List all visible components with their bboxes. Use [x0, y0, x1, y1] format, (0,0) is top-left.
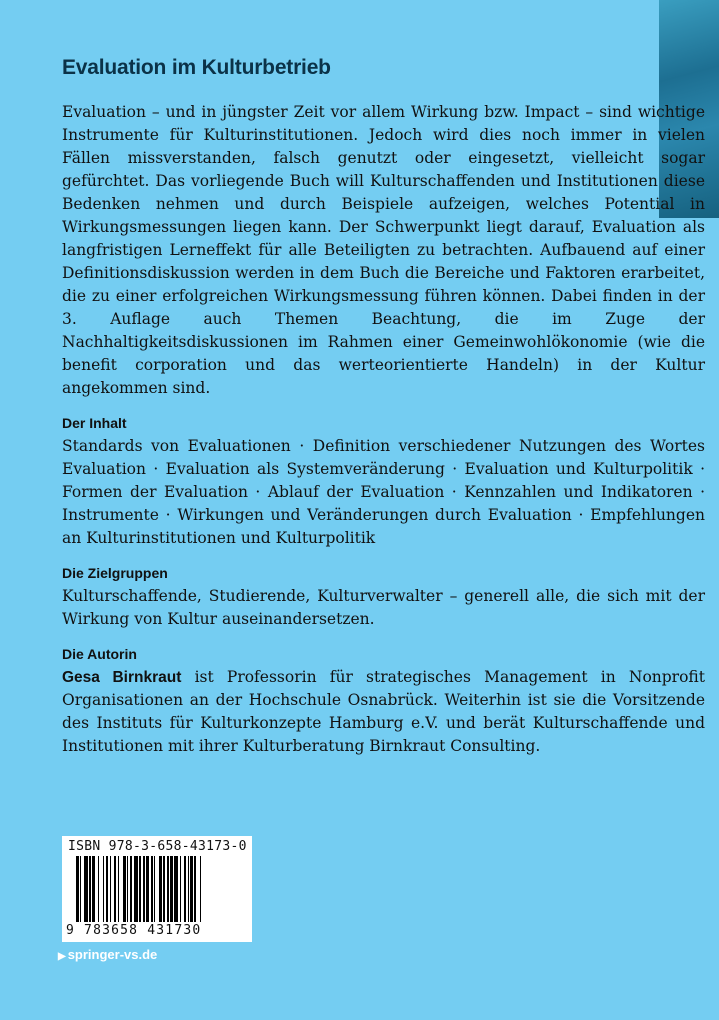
back-cover-text — [62, 101, 705, 758]
section-heading-autorin: Die Autorin — [62, 646, 137, 662]
isbn-label: ISBN 978-3-658-43173-0 — [68, 839, 247, 854]
intro-paragraph: Evaluation – und in jüngster Zeit vor allem Wirkung bzw. Impact – sind wichtige Instrumente für Kulturinstitutionen. Jedoch wird dies noch immer in vielen Fällen missverstanden, falsch genutzt oder eingesetzt, vielleicht sogar gefürchtet. Das vorliegende Buch will Kulturschaffenden und Institutionen diese Bedenken nehmen und durch Beispiele aufzeigen, welches Potential in Wirkungsmessungen liegen kann. Der Schwerpunkt liegt darauf, Evaluation als langfristigen Lerneffekt für alle Beteiligten zu betrachten. Aufbauend auf einer Definitionsdiskussion werden in dem Buch die Bereiche und Faktoren erarbeitet, die zu einer erfolgreichen Wirkungsmessung führen können. Dabei finden in der 3. Auflage auch Themen Beachtung, die im Zuge der Nachhaltigkeitsdiskussionen im Rahmen einer Gemeinwohlökonomie (wie die benefit corporation und das werteorientierte Handeln) in der Kultur angekommen sind. — [62, 103, 705, 397]
publisher-link[interactable] — [58, 947, 157, 962]
section-heading-inhalt: Der Inhalt — [62, 415, 127, 431]
publisher-link-text: springer-vs.de — [67, 947, 158, 962]
section-text-zielgruppen: Kulturschaffende, Studierende, Kulturverwalter – generell alle, die sich mit der Wirkung von Kultur auseinandersetzen. — [62, 587, 705, 628]
barcode-bars — [76, 856, 246, 922]
barcode-digits: 9 783658 431730 — [66, 923, 202, 938]
isbn-barcode — [62, 836, 252, 942]
section-text-inhalt: Standards von Evaluationen · Definition verschiedener Nutzungen des Wortes Evaluation · Evaluation als Systemveränderung · Evaluation und Kulturpolitik · Formen der Evaluation · Ablauf der Evaluation · Kennzahlen und Indikatoren · Instrumente · Wirkungen und Veränderungen durch Evaluation · Empfehlungen an Kulturinstitutionen und Kulturpolitik — [62, 437, 705, 547]
arrow-right-icon: ▶ — [58, 951, 66, 962]
section-text-autorin — [62, 666, 705, 758]
author-name: Gesa Birnkraut — [62, 669, 182, 686]
author-bio: ist Professorin für strategisches Management in Nonprofit Organisationen an der Hochschule Osnabrück. Weiterhin ist sie die Vorsitzende des Instituts für Kulturkonzepte Hamburg e.V. und berät Kulturschaffende und Institutionen mit ihrer Kulturberatung Birnkraut Consulting. — [62, 668, 705, 755]
section-heading-zielgruppen: Die Zielgruppen — [62, 565, 168, 581]
book-title: Evaluation im Kulturbetrieb — [62, 56, 331, 79]
barcode-bar — [201, 856, 204, 922]
